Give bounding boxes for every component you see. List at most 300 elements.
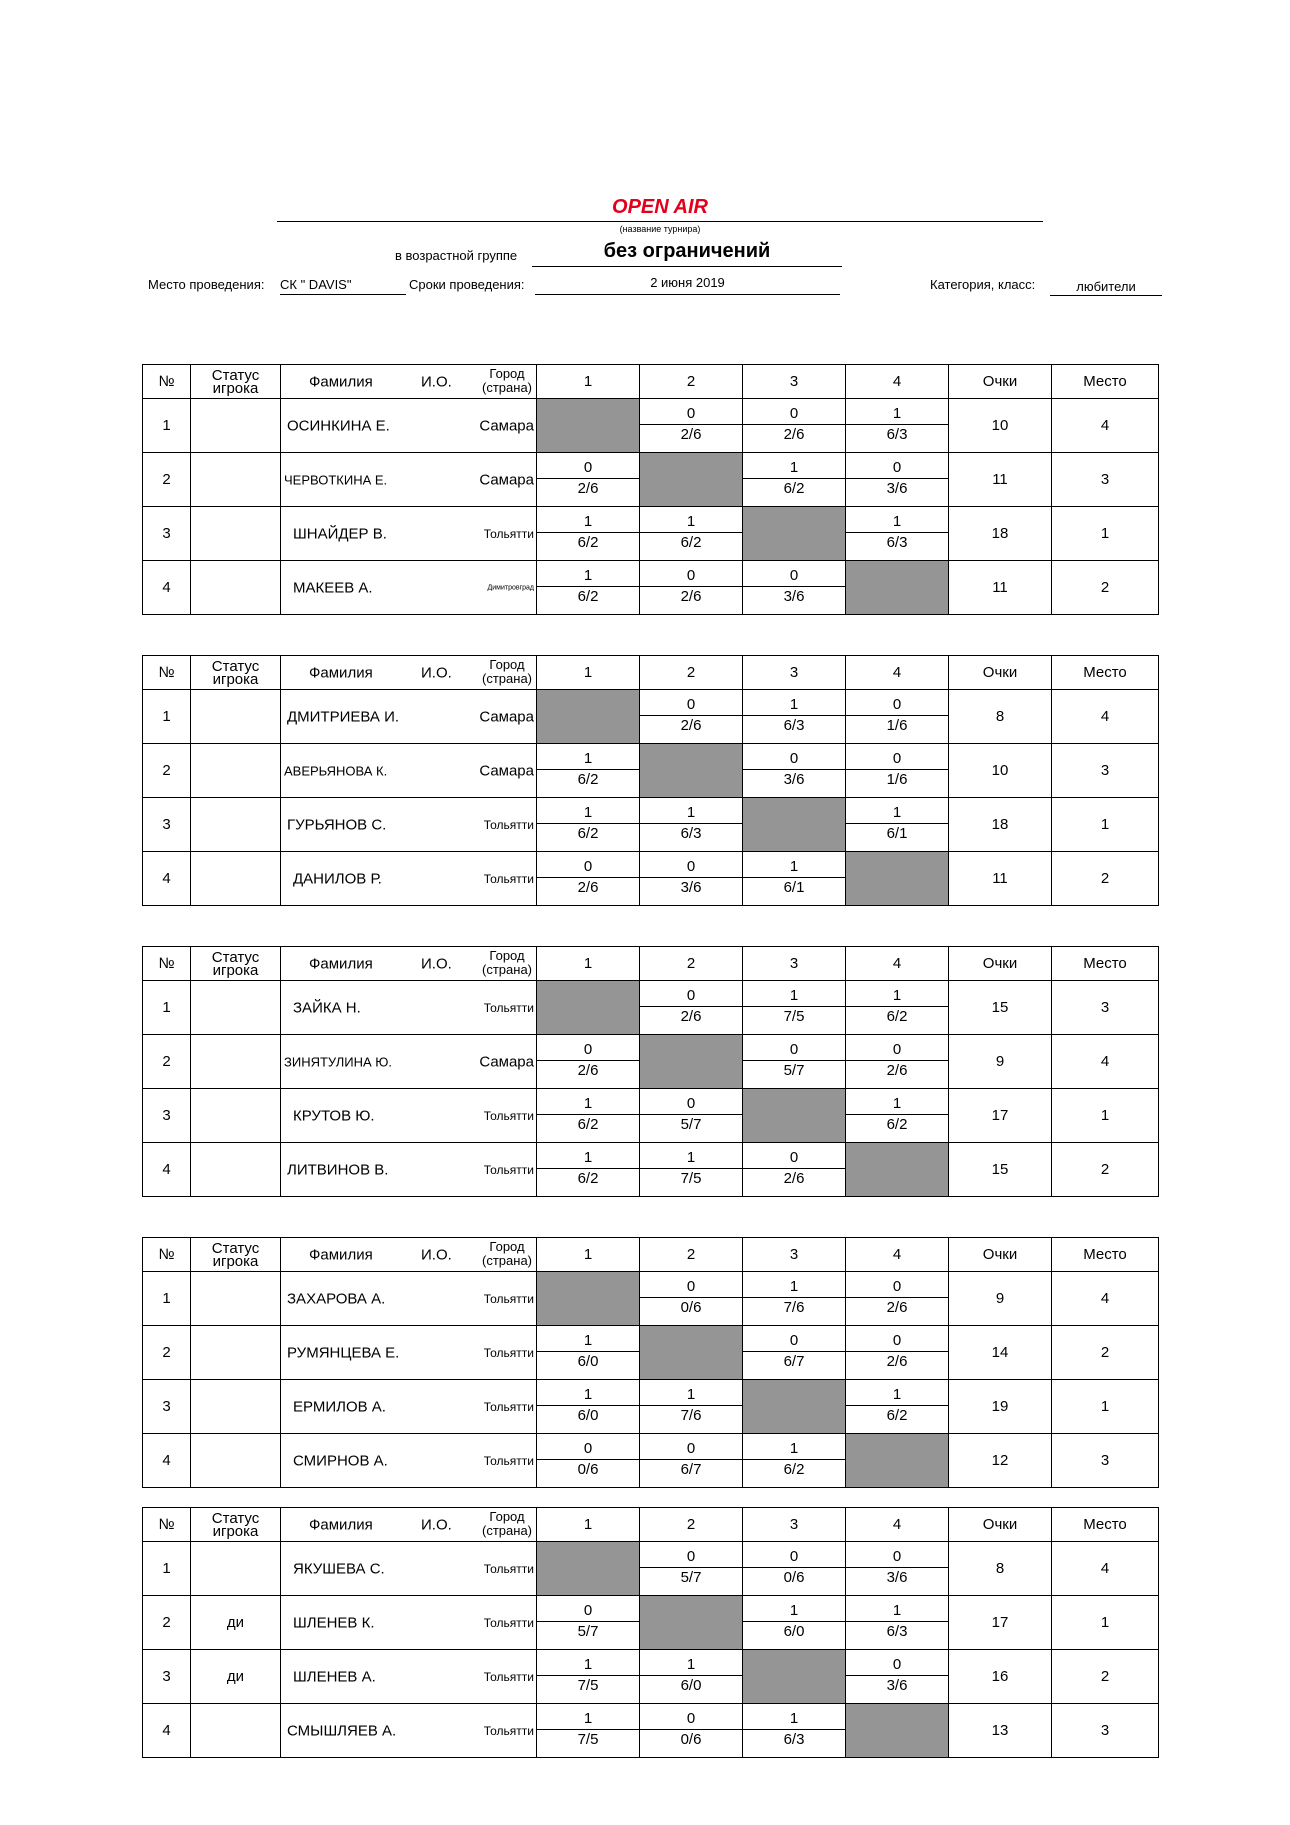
match-score-divider [846,823,948,824]
player-points [949,1035,1052,1089]
match-result [846,798,949,852]
player-points [949,507,1052,561]
match-score-points: 1 [789,459,799,476]
header-status [191,947,281,981]
match-score-points: 1 [583,1386,593,1403]
match-score-points: 1 [892,1386,902,1403]
player-points-value: 17 [991,1107,1009,1124]
header-status [191,1508,281,1542]
group-table-4 [142,1237,1159,1488]
player-num [143,1704,191,1758]
match-score-points: 1 [686,1386,696,1403]
match-score-sets: 2/6 [577,480,599,497]
player-status [191,1542,281,1596]
match-score-points: 1 [892,1095,902,1112]
match-result [743,1434,846,1488]
header-status-line1: Статус [211,948,260,966]
self-match-cell [537,690,640,744]
player-points-value: 11 [992,579,1008,596]
player-points-value: 9 [995,1053,1005,1070]
player-place-value: 3 [1100,1452,1110,1469]
player-place [1052,399,1159,453]
match-score-points: 1 [583,1332,593,1349]
header-points-text: Очки [982,955,1018,972]
header-opponent-2 [640,1508,743,1542]
match-result [537,1089,640,1143]
match-result [537,1326,640,1380]
match-score-divider [846,1567,948,1568]
header-place [1052,365,1159,399]
match-score-points: 0 [686,1440,696,1457]
player-place-value: 3 [1100,762,1110,779]
match-result [640,981,743,1035]
match-result [537,1704,640,1758]
player-status [191,1272,281,1326]
header-opponent-2 [640,656,743,690]
player-points [949,690,1052,744]
player-place-value: 4 [1100,1560,1110,1577]
header-num-text: № [158,1246,175,1263]
match-result [537,1380,640,1434]
match-result [846,1326,949,1380]
match-score-points: 0 [686,858,696,875]
player-status [191,1380,281,1434]
player-city: Тольятти [483,1615,534,1630]
header-opponent-1 [537,365,640,399]
match-result [537,1434,640,1488]
header-initials: И.О. [421,955,452,972]
header-name-city [281,365,537,399]
header-opponent-3-text: 3 [789,664,799,681]
match-score-sets: 6/2 [783,1461,805,1478]
player-place-value: 2 [1100,1161,1110,1178]
header-opponent-1 [537,947,640,981]
player-row [143,1035,1159,1089]
match-score-points: 1 [789,858,799,875]
header-opponent-2-text: 2 [686,664,696,681]
player-name-city [281,1272,537,1326]
match-result [537,1035,640,1089]
player-city: Тольятти [483,1453,534,1468]
player-city: Тольятти [483,1291,534,1306]
player-num [143,981,191,1035]
match-result [743,1704,846,1758]
player-place-value: 3 [1100,1722,1110,1739]
header-opponent-4 [846,656,949,690]
match-score-sets: 7/5 [783,1008,805,1025]
header-row [143,365,1159,399]
category-label: Категория, класс: [930,277,1036,292]
match-result [640,1704,743,1758]
header-status [191,1238,281,1272]
player-num [143,1380,191,1434]
match-score-sets: 6/0 [783,1623,805,1640]
player-place [1052,507,1159,561]
match-score-divider [743,424,845,425]
header-points [949,1238,1052,1272]
match-score-points: 1 [789,987,799,1004]
age-group-underline [532,266,842,267]
match-score-divider [743,715,845,716]
match-result [640,852,743,906]
header-name-city [281,1238,537,1272]
header-opponent-2 [640,947,743,981]
match-score-divider [743,877,845,878]
match-result [743,1326,846,1380]
player-row [143,744,1159,798]
player-place [1052,1542,1159,1596]
match-score-points: 1 [583,1095,593,1112]
group-table-3 [142,946,1159,1197]
match-score-points: 1 [686,804,696,821]
player-place [1052,453,1159,507]
player-num-text: 4 [162,870,171,887]
player-place [1052,690,1159,744]
match-score-sets: 3/6 [886,1569,908,1586]
player-points-value: 18 [991,816,1009,833]
player-name-city [281,1596,537,1650]
match-score-divider [537,1060,639,1061]
match-score-sets: 7/5 [577,1731,599,1748]
player-points-value: 8 [995,1560,1005,1577]
player-points [949,1380,1052,1434]
age-group-label: в возрастной группе [395,248,518,263]
player-name: СМЫШЛЯЕВ А. [287,1722,397,1739]
self-match-cell [537,399,640,453]
match-score-divider [537,586,639,587]
player-place-value: 2 [1100,579,1110,596]
match-score-divider [537,1168,639,1169]
player-points-value: 12 [991,1452,1009,1469]
player-points [949,1434,1052,1488]
header-opponent-3 [743,947,846,981]
match-score-divider [846,1297,948,1298]
match-score-divider [640,1675,742,1676]
header-opponent-3-text: 3 [789,1516,799,1533]
header-initials: И.О. [421,373,452,390]
player-row [143,981,1159,1035]
player-name: РУМЯНЦЕВА Е. [287,1344,400,1361]
match-score-sets: 6/2 [680,534,702,551]
player-place [1052,1143,1159,1197]
player-name: ЛИТВИНОВ В. [287,1161,389,1178]
player-num [143,399,191,453]
player-status [191,453,281,507]
player-place-value: 1 [1100,1398,1110,1415]
match-score-points: 0 [789,1041,799,1058]
player-num-text: 4 [162,1722,171,1739]
header-place-text: Место [1083,955,1127,972]
header-num [143,947,191,981]
player-place-value: 4 [1100,1053,1110,1070]
header-status [191,656,281,690]
player-num-text: 2 [162,1614,171,1631]
match-score-sets: 6/2 [577,771,599,788]
match-result [743,1596,846,1650]
match-score-divider [846,1060,948,1061]
player-points-value: 19 [991,1398,1009,1415]
player-status [191,1143,281,1197]
match-score-divider [640,532,742,533]
match-result [537,852,640,906]
header-opponent-4-text: 4 [892,1516,902,1533]
header-city-line1: Город [489,366,525,381]
player-points [949,1326,1052,1380]
match-result [846,744,949,798]
header-points-text: Очки [982,1516,1018,1533]
player-status [191,399,281,453]
player-points-value: 9 [995,1290,1005,1307]
header-opponent-1-text: 1 [583,373,593,390]
tournament-name-underline [277,221,1043,222]
match-score-sets: 2/6 [577,879,599,896]
match-score-divider [846,1405,948,1406]
match-score-points: 0 [686,567,696,584]
match-result [640,1143,743,1197]
player-row [143,690,1159,744]
venue-underline [280,294,406,295]
match-result [640,798,743,852]
header-points [949,656,1052,690]
player-name-city [281,690,537,744]
age-group-value: без ограничений [603,240,771,262]
player-num-text: 3 [162,1668,171,1685]
header-opponent-1-text: 1 [583,1246,593,1263]
player-num-text: 3 [162,1398,171,1415]
match-score-sets: 2/6 [680,1008,702,1025]
header-place-text: Место [1083,373,1127,390]
header-place [1052,1238,1159,1272]
match-score-divider [537,1675,639,1676]
self-match-cell [640,1326,743,1380]
match-score-divider [640,877,742,878]
match-score-divider [846,1114,948,1115]
self-match-cell [846,1704,949,1758]
player-row [143,1380,1159,1434]
header-points [949,1508,1052,1542]
player-status [191,798,281,852]
match-result [743,981,846,1035]
header-city-line1: Город [489,1239,525,1254]
player-num-text: 1 [162,417,171,434]
match-score-divider [537,1114,639,1115]
match-score-points: 0 [789,1332,799,1349]
match-score-sets: 2/6 [783,1170,805,1187]
player-row [143,453,1159,507]
header-surname: Фамилия [309,373,373,390]
match-result [846,453,949,507]
match-score-points: 0 [686,1278,696,1295]
player-name: ГУРЬЯНОВ С. [287,816,387,833]
player-status [191,1035,281,1089]
player-row [143,1704,1159,1758]
player-place [1052,1326,1159,1380]
match-result [640,690,743,744]
header-city [482,949,532,977]
header-status-line1: Статус [211,1509,260,1527]
match-score-points: 1 [583,513,593,530]
match-score-sets: 6/0 [577,1353,599,1370]
header-opponent-4 [846,365,949,399]
player-status [191,1704,281,1758]
player-points [949,798,1052,852]
header-city-line2: (страна) [482,671,532,686]
header-status-line1: Статус [211,366,260,384]
header-num [143,656,191,690]
player-status-text: ди [226,1614,245,1631]
player-place-value: 4 [1100,708,1110,725]
match-score-sets: 6/3 [680,825,702,842]
header-opponent-4-text: 4 [892,955,902,972]
player-status [191,690,281,744]
player-points-value: 15 [991,1161,1009,1178]
match-score-sets: 6/2 [886,1008,908,1025]
match-score-divider [743,586,845,587]
player-points [949,852,1052,906]
match-score-points: 0 [892,750,902,767]
player-num [143,561,191,615]
self-match-cell [640,744,743,798]
match-score-points: 1 [789,1278,799,1295]
match-score-divider [846,532,948,533]
match-score-divider [537,532,639,533]
match-score-points: 0 [892,696,902,713]
header-city [482,658,532,686]
player-points-value: 11 [992,870,1008,887]
match-score-points: 0 [686,987,696,1004]
match-score-points: 1 [583,750,593,767]
header-opponent-1 [537,656,640,690]
header-city [482,367,532,395]
match-score-divider [846,1351,948,1352]
self-match-cell [640,1035,743,1089]
player-points-value: 11 [992,471,1008,488]
player-name: ЗАЙКА Н. [293,999,361,1016]
player-num [143,1089,191,1143]
category-underline [1050,295,1162,296]
player-num [143,798,191,852]
player-place [1052,852,1159,906]
self-match-cell [537,1272,640,1326]
match-score-divider [537,1351,639,1352]
match-result [743,690,846,744]
match-score-sets: 1/6 [886,771,908,788]
player-points-value: 16 [991,1668,1009,1685]
header-opponent-4-text: 4 [892,373,902,390]
player-num [143,1542,191,1596]
match-score-sets: 0/6 [680,1299,702,1316]
match-score-sets: 6/3 [886,1623,908,1640]
match-score-sets: 5/7 [783,1062,805,1079]
player-name: ШЛЕНЕВ К. [293,1614,375,1631]
match-score-divider [743,769,845,770]
match-score-divider [743,1168,845,1169]
match-result [743,852,846,906]
player-name-city [281,1434,537,1488]
player-place [1052,1650,1159,1704]
match-score-sets: 6/2 [577,588,599,605]
match-score-points: 0 [686,1710,696,1727]
match-result [846,507,949,561]
header-surname: Фамилия [309,955,373,972]
match-result [743,453,846,507]
player-place-value: 4 [1100,1290,1110,1307]
player-name: ЯКУШЕВА С. [293,1560,385,1577]
player-place [1052,561,1159,615]
player-place [1052,744,1159,798]
player-row [143,1434,1159,1488]
self-match-cell [846,1434,949,1488]
player-points [949,1143,1052,1197]
player-status [191,1089,281,1143]
header-num-text: № [158,955,175,972]
match-score-divider [640,1006,742,1007]
header-status [191,365,281,399]
header-opponent-4 [846,1508,949,1542]
match-result [640,1089,743,1143]
self-match-cell [640,453,743,507]
header-opponent-3 [743,365,846,399]
match-score-sets: 2/6 [886,1062,908,1079]
player-city: Самара [479,762,534,779]
player-points-value: 8 [995,708,1005,725]
match-score-points: 1 [583,1710,593,1727]
match-result [537,744,640,798]
header-status-line2: игрока [212,379,259,397]
player-place [1052,981,1159,1035]
header-city [482,1510,532,1538]
player-name-city [281,1542,537,1596]
match-score-sets: 2/6 [577,1062,599,1079]
player-points [949,1542,1052,1596]
header-opponent-1-text: 1 [583,955,593,972]
match-score-points: 1 [892,987,902,1004]
player-name-city [281,507,537,561]
self-match-cell [537,981,640,1035]
group-table-5 [142,1507,1159,1758]
match-score-sets: 0/6 [783,1569,805,1586]
player-points [949,1650,1052,1704]
match-score-sets: 6/2 [577,825,599,842]
header-status-line1: Статус [211,1239,260,1257]
match-score-divider [743,1567,845,1568]
player-name: ЧЕРВОТКИНА Е. [284,472,388,487]
player-city: Димитровград [487,584,534,591]
match-score-sets: 6/2 [577,1170,599,1187]
player-points-value: 18 [991,525,1009,542]
player-place-value: 1 [1100,816,1110,833]
header-surname: Фамилия [309,1246,373,1263]
player-place-value: 3 [1100,471,1110,488]
player-place-value: 4 [1100,417,1110,434]
player-num [143,852,191,906]
match-result [640,561,743,615]
player-place [1052,1434,1159,1488]
player-row [143,798,1159,852]
match-result [537,453,640,507]
match-score-points: 0 [583,858,593,875]
self-match-cell [846,1143,949,1197]
player-status [191,1596,281,1650]
header-opponent-3-text: 3 [789,373,799,390]
match-score-sets: 2/6 [886,1299,908,1316]
match-score-points: 1 [686,1656,696,1673]
header-status-line2: игрока [212,1252,259,1270]
player-name: ДАНИЛОВ Р. [293,870,382,887]
match-score-divider [743,1297,845,1298]
player-name: ЗИНЯТУЛИНА Ю. [284,1054,393,1069]
header-points [949,365,1052,399]
